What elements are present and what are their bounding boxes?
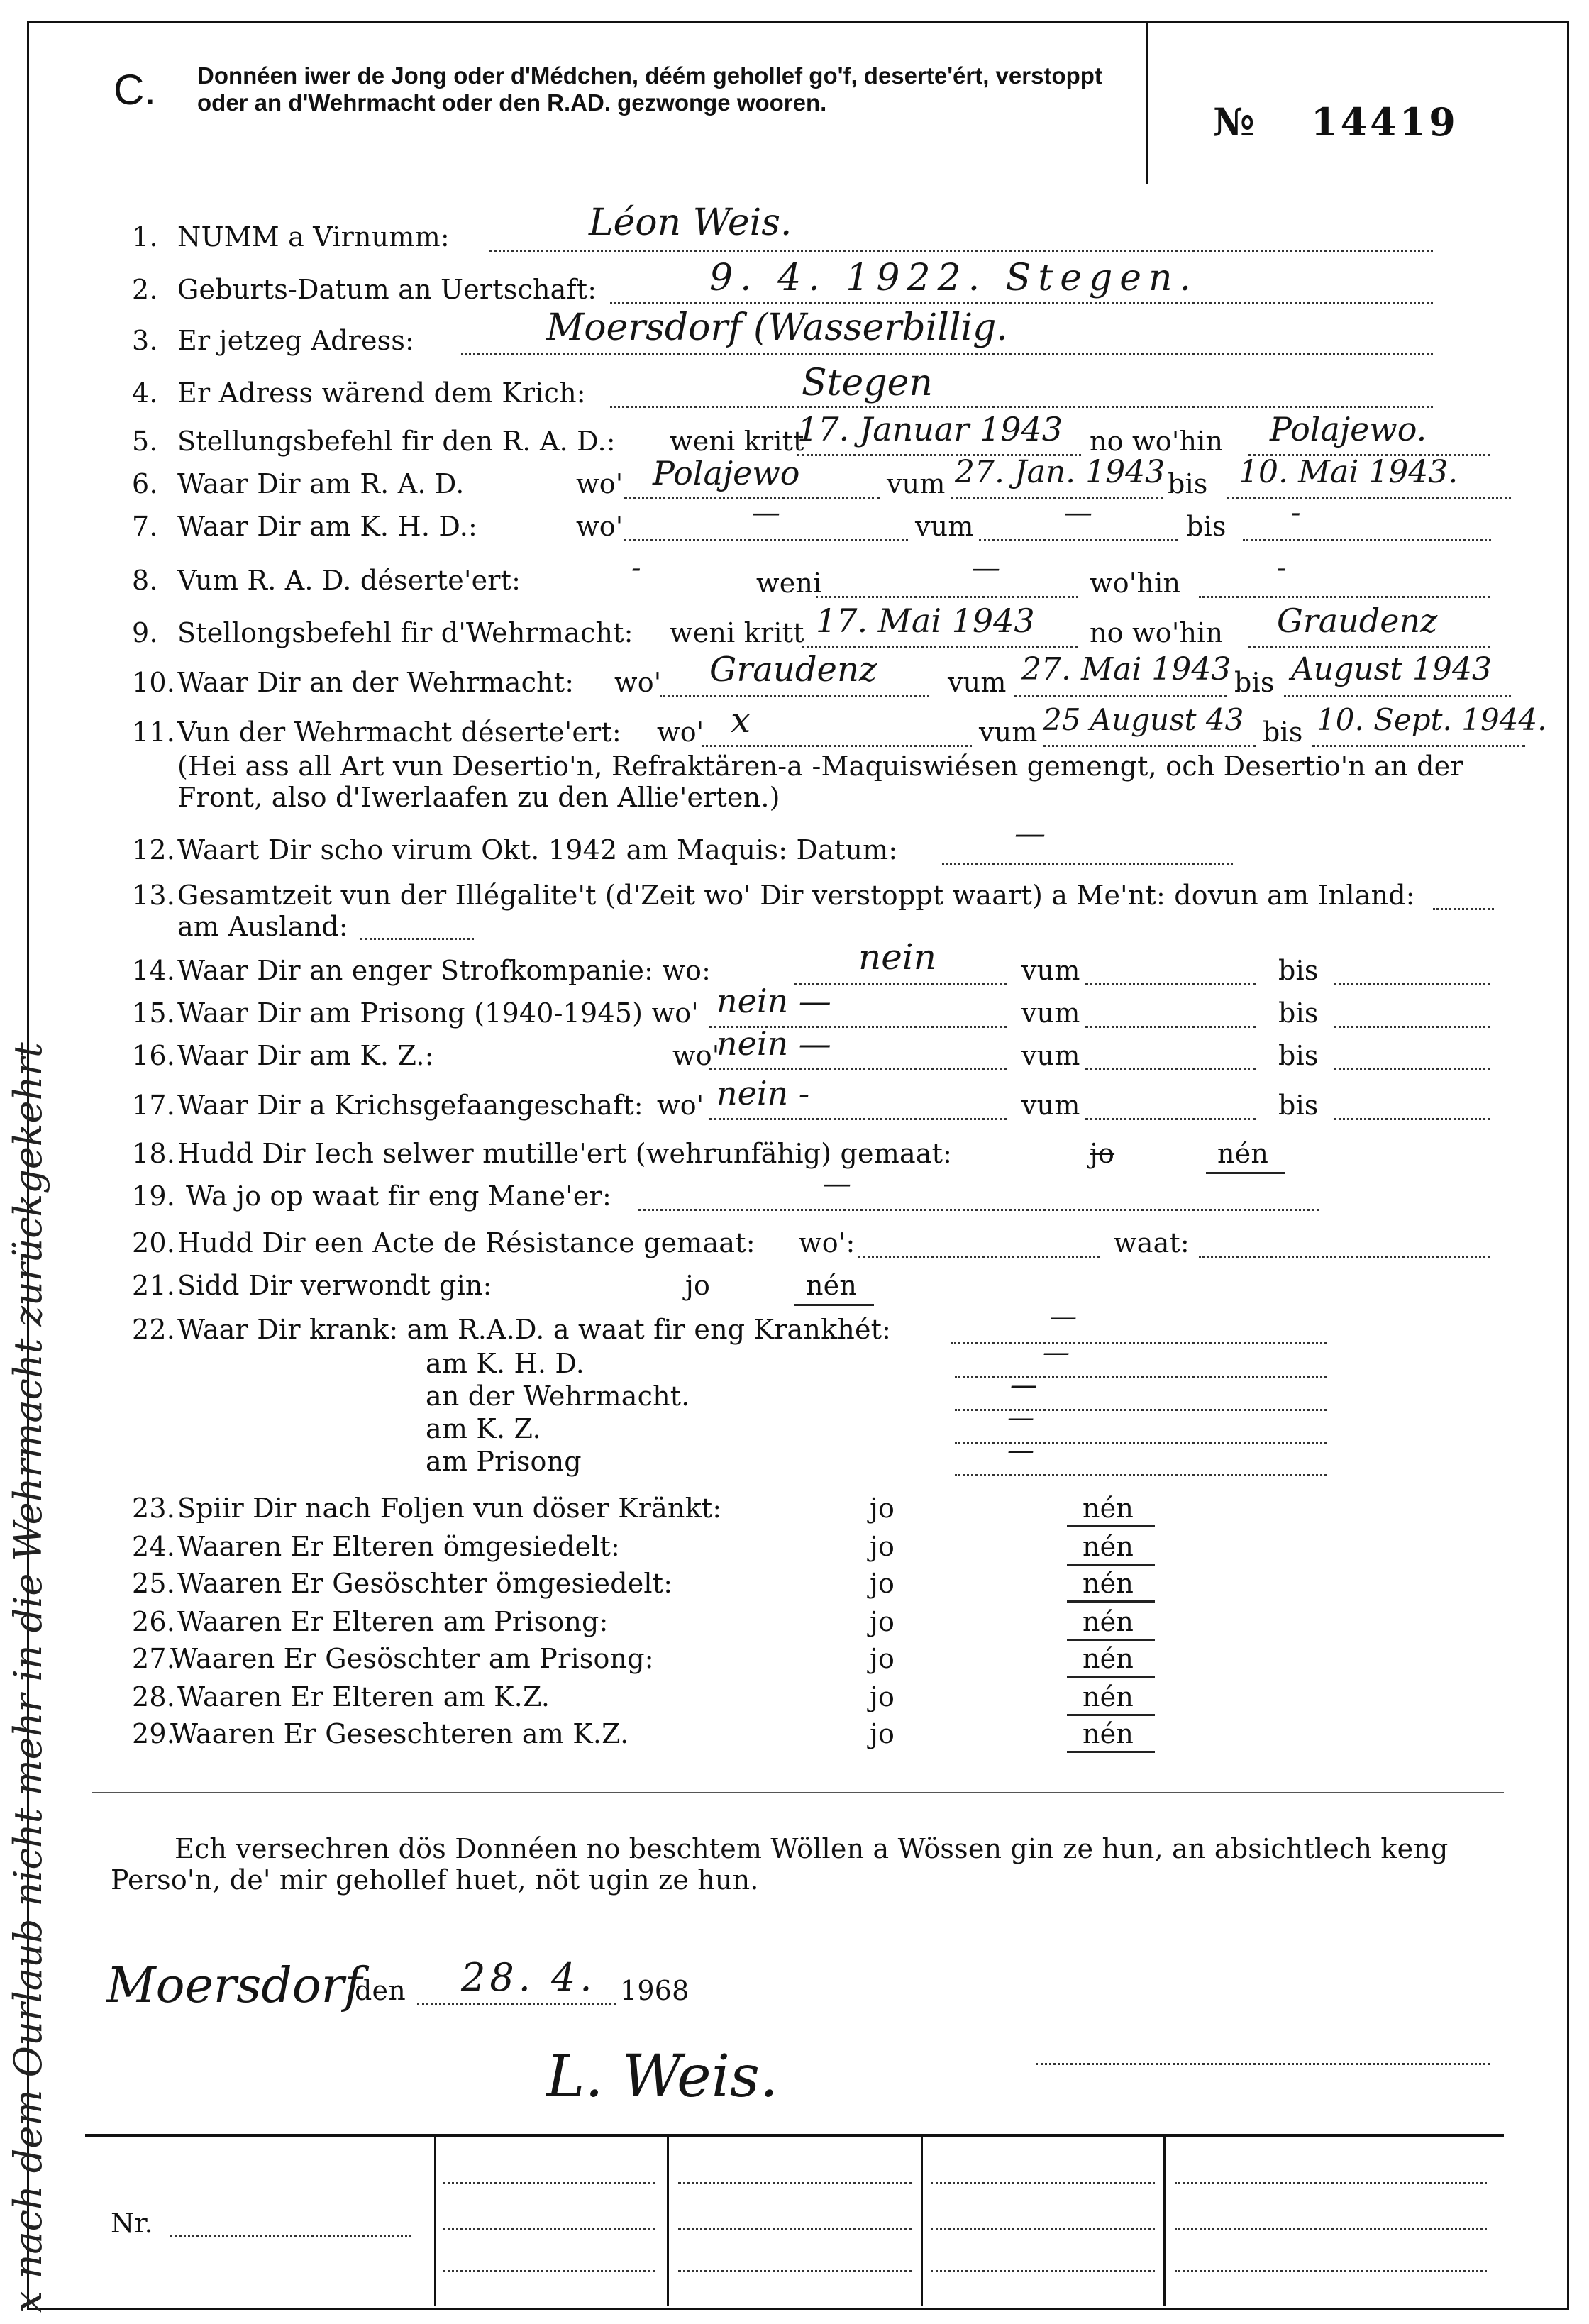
footer-line <box>1175 2270 1487 2272</box>
item-number: 2. <box>132 274 158 305</box>
inland-line <box>1433 908 1494 910</box>
rad-order-place[interactable]: Polajewo. <box>1270 410 1427 448</box>
footer-line <box>931 2270 1155 2272</box>
kz-bis: bis <box>1278 1040 1319 1071</box>
rad-desert-place[interactable]: - <box>1277 552 1287 585</box>
header-title: Donnéen iwer de Jong oder d'Médchen, déém gehollef go'f, deserte'ért, verstoppt oder an d'Wehrmacht oder den R.AD. gezwonge wooren. <box>197 62 1102 116</box>
declaration-divider <box>92 1792 1504 1793</box>
rad-label: Waar Dir am R. A. D. <box>177 468 465 499</box>
declaration-date[interactable]: 28. 4. <box>461 1955 597 2000</box>
nen-underline <box>1067 1639 1155 1641</box>
strof-to-line <box>1334 983 1490 985</box>
item-number: 28. <box>132 1681 176 1712</box>
rad-order-date[interactable]: 17. Januar 1943 <box>797 410 1063 448</box>
item-number: 1. <box>132 221 158 253</box>
item-number: 6. <box>132 468 158 499</box>
item-number: 17. <box>132 1090 176 1121</box>
wehr-desert-bis: bis <box>1263 716 1303 748</box>
pow-place-line <box>709 1118 1007 1120</box>
khd-to[interactable]: - <box>1291 497 1301 529</box>
sick-khd-label: am K. H. D. <box>426 1348 585 1379</box>
header-divider <box>1146 21 1148 184</box>
desertion-note-2: Front, also d'Iwerlaafen zu den Allie'erten.) <box>177 782 780 813</box>
footer-line <box>443 2228 655 2230</box>
kz-place[interactable]: nein — <box>716 1024 831 1063</box>
siblings-kz-label: Waaren Er Geseschteren am K.Z. <box>170 1718 629 1749</box>
mutilation-nen[interactable]: nén <box>1217 1138 1269 1169</box>
footer-nr-line <box>170 2235 411 2237</box>
rad-place[interactable]: Polajewo <box>653 454 800 492</box>
rad-to-line <box>1227 497 1511 499</box>
siblings-resettled-jo[interactable]: jo <box>870 1568 895 1599</box>
parents-prison-jo[interactable]: jo <box>870 1606 895 1637</box>
siblings-prison-nen[interactable]: nén <box>1083 1643 1134 1674</box>
resistance-wo: wo': <box>799 1227 856 1258</box>
wehr-desert-place[interactable]: x <box>731 699 751 741</box>
siblings-prison-jo[interactable]: jo <box>870 1643 895 1674</box>
resistance-place-line <box>858 1256 1100 1258</box>
khd-from[interactable]: — <box>1064 497 1092 529</box>
wehr-from-line <box>1014 695 1227 697</box>
rad-from[interactable]: 27. Jan. 1943 <box>955 454 1166 490</box>
pow-wo: wo' <box>657 1090 704 1121</box>
item-number: 23. <box>132 1493 176 1524</box>
footer-line <box>678 2228 912 2230</box>
wehr-desert-wo: wo' <box>657 716 704 748</box>
wehr-bis: bis <box>1234 667 1275 698</box>
sick-prisong-label: am Prisong <box>426 1446 582 1477</box>
nen-underline <box>1067 1600 1155 1603</box>
parents-kz-nen[interactable]: nén <box>1083 1681 1134 1712</box>
wehr-desert-label: Vun der Wehrmacht déserte'ert: <box>177 716 621 748</box>
khd-vum: vum <box>915 511 974 542</box>
rad-vum: vum <box>887 468 946 499</box>
wehr-wo: wo' <box>614 667 662 698</box>
pow-to-line <box>1334 1118 1490 1120</box>
wehr-order-place[interactable]: Graudenz <box>1277 602 1438 640</box>
rad-desert-label: Vum R. A. D. déserte'ert: <box>177 565 521 596</box>
wehr-place[interactable]: Graudenz <box>709 650 877 690</box>
side-note: x nach dem Ourlaub nicht mehr in die Wehrmacht zurückgekehrt <box>6 1042 50 2313</box>
wehr-desert-to-line <box>1312 745 1525 747</box>
manner-line <box>638 1209 1319 1211</box>
prisong-to-line <box>1334 1026 1490 1028</box>
nen-underline <box>1067 1525 1155 1527</box>
consequences-label: Spiir Dir nach Foljen vun döser Kränkt: <box>177 1493 722 1524</box>
resistance-label: Hudd Dir een Acte de Résistance gemaat: <box>177 1227 755 1258</box>
pow-vum: vum <box>1022 1090 1080 1121</box>
rad-desert-date[interactable]: — <box>972 552 1000 585</box>
nen-underline <box>1067 1751 1155 1753</box>
wehr-to[interactable]: August 1943 <box>1291 651 1492 687</box>
strof-bis: bis <box>1278 955 1319 986</box>
desertion-note-1: (Hei ass all Art vun Desertio'n, Refraktären-a -Maquiswiésen gemengt, och Desertio'n an der <box>177 751 1463 782</box>
consequences-nen[interactable]: nén <box>1083 1493 1134 1524</box>
rad-desert-weni: weni <box>756 568 822 599</box>
wounded-nen-underline <box>794 1304 874 1306</box>
footer-line <box>1175 2228 1487 2230</box>
sick-kz-field[interactable]: — <box>1007 1402 1034 1433</box>
wehr-order-weni: weni kritt <box>670 617 804 648</box>
sick-kz-label: am K. Z. <box>426 1413 541 1444</box>
item-number: 19. <box>132 1180 176 1212</box>
abroad-label: am Ausland: <box>177 911 348 942</box>
khd-place[interactable]: — <box>752 497 780 529</box>
pow-bis: bis <box>1278 1090 1319 1121</box>
siblings-resettled-nen[interactable]: nén <box>1083 1568 1134 1599</box>
wounded-jo[interactable]: jo <box>685 1270 711 1301</box>
prisong-bis: bis <box>1278 997 1319 1029</box>
address-field[interactable]: Moersdorf (Wasserbillig. <box>546 306 1008 349</box>
parents-resettled-nen[interactable]: nén <box>1083 1531 1134 1562</box>
strof-place[interactable]: nein <box>858 936 936 978</box>
item-number: 4. <box>132 377 158 409</box>
siblings-prison-label: Waaren Er Gesöschter am Prisong: <box>170 1643 654 1674</box>
rad-desert-date-line <box>816 596 1078 598</box>
wehr-desert-vum: vum <box>979 716 1038 748</box>
khd-place-line <box>624 539 908 541</box>
footer-nr-label: Nr. <box>111 2208 153 2239</box>
birth-field[interactable]: 9. 4. 1922. Stegen. <box>709 257 1199 299</box>
birth-label: Geburts-Datum an Uertschaft: <box>177 274 597 305</box>
footer-divider-4 <box>1163 2134 1166 2306</box>
khd-bis: bis <box>1186 511 1227 542</box>
sick-wehr-label: an der Wehrmacht. <box>426 1380 690 1412</box>
wehr-desert-place-line <box>702 745 972 747</box>
consequences-jo[interactable]: jo <box>870 1493 895 1524</box>
parents-kz-jo[interactable]: jo <box>870 1681 895 1712</box>
rad-to[interactable]: 10. Mai 1943. <box>1239 454 1458 490</box>
item-number: 27. <box>132 1643 176 1674</box>
wehr-order-date-line <box>802 646 1078 648</box>
illegality-label: Gesamtzeit vun der Illégalite't (d'Zeit wo' Dir verstoppt waart) a Me'nt: dovun am Inland: <box>177 880 1415 911</box>
section-letter: C. <box>114 66 156 114</box>
sick-wehr-field[interactable]: — <box>1010 1369 1037 1400</box>
strof-from-line <box>1085 983 1256 985</box>
wehr-desert-to[interactable]: 10. Sept. 1944. <box>1317 702 1547 737</box>
footer-top-rule <box>85 2134 1504 2137</box>
rad-desert-dash[interactable]: - <box>631 552 641 585</box>
wehr-order-label: Stellongsbefehl fir d'Wehrmacht: <box>177 617 633 648</box>
footer-line <box>678 2270 912 2272</box>
signature-line <box>1036 2063 1490 2065</box>
sick-rad-line <box>951 1342 1327 1344</box>
item-number: 25. <box>132 1568 176 1599</box>
wehr-label: Waar Dir an der Wehrmacht: <box>177 667 575 698</box>
item-number: 11. <box>132 716 176 748</box>
item-number: 7. <box>132 511 158 542</box>
prisong-label: Waar Dir am Prisong (1940-1945) wo' <box>177 997 699 1029</box>
manner-field[interactable]: — <box>823 1168 851 1200</box>
khd-wo: wo' <box>576 511 624 542</box>
mutilation-label: Hudd Dir Iech selwer mutille'ert (wehrunfähig) gemaat: <box>177 1138 953 1169</box>
kz-vum: vum <box>1022 1040 1080 1071</box>
war-address-line <box>610 406 1433 408</box>
wehr-order-nowhin: no wo'hin <box>1090 617 1224 648</box>
parents-resettled-jo[interactable]: jo <box>870 1531 895 1562</box>
mutilation-jo[interactable]: jo <box>1090 1138 1115 1169</box>
wounded-label: Sidd Dir verwondt gin: <box>177 1270 492 1301</box>
item-number: 26. <box>132 1606 176 1637</box>
kz-wo: wo' <box>672 1040 720 1071</box>
declaration-den: den <box>355 1975 406 2006</box>
item-number: 5. <box>132 426 158 457</box>
wehr-from[interactable]: 27. Mai 1943 <box>1022 651 1231 687</box>
pow-place[interactable]: nein - <box>716 1074 810 1112</box>
kz-place-line <box>709 1068 1007 1070</box>
item-number: 14. <box>132 955 176 986</box>
footer-divider-3 <box>921 2134 923 2306</box>
sick-prisong-line <box>955 1474 1327 1476</box>
manner-label: Wa jo op waat fir eng Mane'er: <box>186 1180 611 1212</box>
rad-order-nowhin: no wo'hin <box>1090 426 1224 457</box>
declaration-text-1: Ech versechren dös Donnéen no beschtem Wöllen a Wössen gin ze hun, an absichtlech keng <box>175 1833 1449 1864</box>
maquis-line <box>942 863 1233 865</box>
address-label: Er jetzeg Adress: <box>177 325 415 356</box>
rad-bis: bis <box>1168 468 1208 499</box>
item-number: 9. <box>132 617 158 648</box>
war-address-label: Er Adress wärend dem Krich: <box>177 377 586 409</box>
footer-divider-1 <box>434 2134 436 2306</box>
name-line <box>489 250 1433 252</box>
parents-prison-nen[interactable]: nén <box>1083 1606 1134 1637</box>
resistance-what-line <box>1199 1256 1490 1258</box>
item-number: 22. <box>132 1314 176 1345</box>
form-number: 14419 <box>1311 99 1458 145</box>
maquis-label: Waart Dir scho virum Okt. 1942 am Maquis: Datum: <box>177 834 898 865</box>
declaration-place[interactable]: Moersdorf <box>106 1958 362 2014</box>
footer-line <box>1175 2182 1487 2184</box>
strofkompanie-label: Waar Dir an enger Strofkompanie: wo: <box>177 955 712 986</box>
declaration-year: 1968 <box>620 1975 690 2006</box>
nen-underline <box>1067 1676 1155 1678</box>
mutilation-nen-underline <box>1206 1172 1285 1174</box>
kz-label: Waar Dir am K. Z.: <box>177 1040 434 1071</box>
wehr-to-line <box>1284 695 1511 697</box>
declaration-text-2: Perso'n, de' mir gehollef huet, nöt ugin ze hun. <box>111 1864 759 1896</box>
item-number: 16. <box>132 1040 176 1071</box>
siblings-kz-nen[interactable]: nén <box>1083 1718 1134 1749</box>
sick-prisong-field[interactable]: — <box>1007 1434 1034 1466</box>
footer-divider-2 <box>667 2134 669 2306</box>
wehr-vum: vum <box>948 667 1007 698</box>
item-number: 29. <box>132 1718 176 1749</box>
rad-order-label: Stellungsbefehl fir den R. A. D.: <box>177 426 616 457</box>
number-sign: № <box>1213 99 1255 145</box>
sick-rad-field[interactable]: — <box>1050 1301 1077 1332</box>
footer-line <box>931 2228 1155 2230</box>
nen-underline <box>1067 1564 1155 1566</box>
siblings-kz-jo[interactable]: jo <box>870 1718 895 1749</box>
rad-desert-wohin: wo'hin <box>1090 568 1181 599</box>
footer-line <box>443 2270 655 2272</box>
signature[interactable]: L. Weis. <box>546 2043 779 2110</box>
declaration-date-line <box>417 2003 616 2005</box>
wounded-nen[interactable]: nén <box>806 1270 858 1301</box>
wehr-desert-from[interactable]: 25 August 43 <box>1043 702 1244 737</box>
name-label: NUMM a Virnumm: <box>177 221 450 253</box>
strof-vum: vum <box>1022 955 1080 986</box>
maquis-field[interactable]: — <box>1014 816 1046 852</box>
footer-line <box>443 2182 655 2184</box>
wehr-order-place-line <box>1248 646 1490 648</box>
item-number: 21. <box>132 1270 176 1301</box>
wehr-place-line <box>660 695 929 697</box>
khd-to-line <box>1243 539 1491 541</box>
name-field[interactable]: Léon Weis. <box>589 201 792 244</box>
item-number: 10. <box>132 667 176 698</box>
sick-khd-field[interactable]: — <box>1043 1337 1070 1368</box>
khd-from-line <box>979 539 1178 541</box>
kz-from-line <box>1085 1068 1256 1070</box>
item-number: 24. <box>132 1531 176 1562</box>
birth-line <box>610 302 1433 304</box>
rad-wo: wo' <box>576 468 624 499</box>
parents-prison-label: Waaren Er Elteren am Prisong: <box>177 1606 609 1637</box>
prisong-place[interactable]: nein — <box>716 982 831 1020</box>
item-number: 13. <box>132 880 176 911</box>
pow-label: Waar Dir a Krichsgefaangeschaft: <box>177 1090 643 1121</box>
khd-label: Waar Dir am K. H. D.: <box>177 511 477 542</box>
siblings-resettled-label: Waaren Er Gesöschter ömgesiedelt: <box>177 1568 673 1599</box>
wehr-desert-from-line <box>1043 745 1256 747</box>
item-number: 15. <box>132 997 176 1029</box>
item-number: 8. <box>132 565 158 596</box>
rad-desert-place-line <box>1199 596 1490 598</box>
rad-from-line <box>951 497 1163 499</box>
item-number: 18. <box>132 1138 176 1169</box>
prisong-vum: vum <box>1022 997 1080 1029</box>
war-address-field[interactable]: Stegen <box>802 362 933 404</box>
parents-kz-label: Waaren Er Elteren am K.Z. <box>177 1681 550 1712</box>
footer-line <box>931 2182 1155 2184</box>
item-number: 3. <box>132 325 158 356</box>
parents-resettled-label: Waaren Er Elteren ömgesiedelt: <box>177 1531 621 1562</box>
resistance-waat: waat: <box>1114 1227 1190 1258</box>
abroad-line <box>360 938 474 940</box>
sick-label: Waar Dir krank: am R.A.D. a waat fir eng Krankhét: <box>177 1314 892 1345</box>
nen-underline <box>1067 1714 1155 1716</box>
kz-to-line <box>1334 1068 1490 1070</box>
rad-order-weni: weni kritt <box>670 426 804 457</box>
pow-from-line <box>1085 1118 1256 1120</box>
item-number: 12. <box>132 834 176 865</box>
address-line <box>461 353 1433 355</box>
footer-line <box>678 2182 912 2184</box>
prisong-from-line <box>1085 1026 1256 1028</box>
item-number: 20. <box>132 1227 176 1258</box>
wehr-order-date[interactable]: 17. Mai 1943 <box>816 602 1035 640</box>
